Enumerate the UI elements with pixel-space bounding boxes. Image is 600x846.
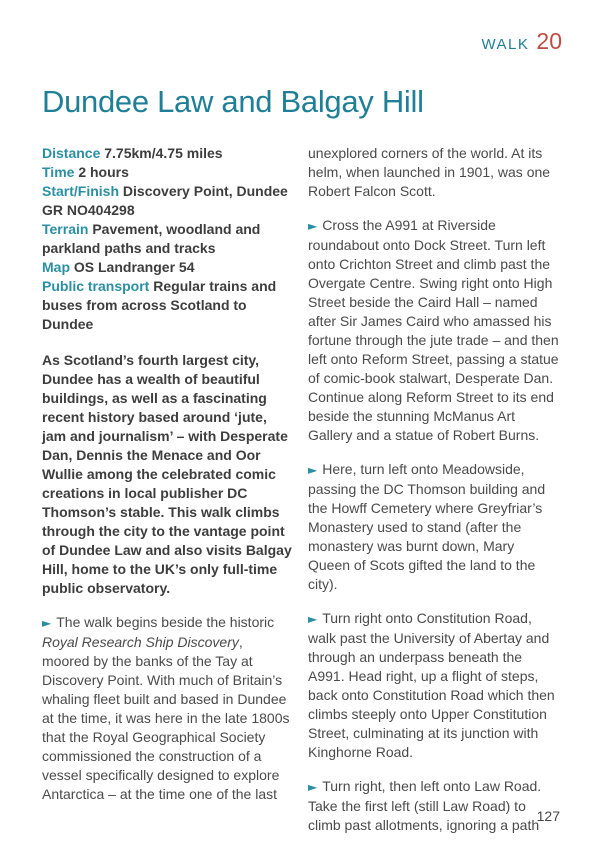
info-label: Distance [42, 145, 101, 161]
left-paragraphs [42, 613, 294, 804]
ship-name-italic: Royal Research Ship Discovery [42, 634, 239, 650]
info-label: Start/Finish [42, 183, 120, 199]
info-item [42, 258, 294, 277]
info-value: OS Landranger 54 [70, 259, 195, 275]
paragraph-text: Here, turn left onto Meadowside, passing the DC Thomson building and the Howff Cemetery where Greyfriar’s Monastery used to stand (after the monastery was burnt down, Mary Queen of Scots gifted the land to the city). [308, 461, 546, 592]
arrow-bullet-icon: ► [308, 463, 318, 477]
info-label: Time [42, 164, 75, 180]
info-item [42, 277, 294, 334]
info-label: Map [42, 259, 70, 275]
paragraph-text: Turn right, then left onto Law Road. Take the first left (still Law Road) to climb past allotments, ignoring a path [308, 778, 542, 833]
info-label: Public transport [42, 278, 150, 294]
paragraph-text: , moored by the banks of the Tay at Discovery Point. With much of Britain’s whaling fleet built and based in Dundee at the time, it was here in the late 1800s that the Royal Geographical Society commissioned the construction of a vessel specifically designed to explore Antarctica – at the time one of the last [42, 634, 290, 802]
intro-paragraph: As Scotland’s fourth largest city, Dundee has a wealth of beautiful buildings, as well as a fascinating recent history based around ‘jute, jam and journalism’ – with Desperate Dan, Dennis the Menace and Oor Wullie among the celebrated comic creations in local publisher DC Thomson’s stable. This walk climbs through the city to the vantage point of Dundee Law and also visits Balgay Hill, home to the UK’s only full-time public observatory. [42, 352, 292, 596]
walk-header [481, 28, 562, 55]
arrow-bullet-icon: ► [308, 219, 318, 233]
walk-info-block [42, 144, 294, 334]
info-item [42, 163, 294, 182]
info-value: Discovery Point, Dundee GR NO404298 [42, 183, 288, 218]
paragraph-text: Turn right onto Constitution Road, walk past the University of Abertay and through an underpass beneath the A991. Head right, up a flight of steps, back onto Constitution Road which then climbs steeply onto Upper Constitution Street, culminating at its junction with Kinghorne Road. [308, 610, 555, 760]
walk-paragraph [308, 216, 560, 445]
arrow-bullet-icon: ► [308, 612, 318, 626]
arrow-bullet-icon: ► [308, 780, 318, 794]
info-value: Pavement, woodland and parkland paths and tracks [42, 221, 261, 256]
info-item [42, 182, 294, 220]
walk-paragraph [308, 144, 560, 201]
info-item [42, 144, 294, 163]
text-columns [42, 144, 560, 835]
info-value: 7.75km/4.75 miles [100, 145, 223, 161]
left-column [42, 144, 294, 835]
paragraph-text: The walk begins beside the historic [56, 614, 275, 630]
right-column [308, 144, 560, 835]
walk-number: 20 [536, 28, 562, 54]
info-value: 2 hours [74, 164, 129, 180]
arrow-bullet-icon: ► [42, 616, 52, 630]
paragraph-text: unexplored corners of the world. At its helm, when launched in 1901, was one Robert Falcon Scott. [308, 145, 551, 199]
walk-paragraph [308, 609, 560, 762]
info-label: Terrain [42, 221, 89, 237]
page-title: Dundee Law and Balgay Hill [42, 84, 424, 119]
paragraph-text: Cross the A991 at Riverside roundabout onto Dock Street. Turn left onto Crichton Street and climb past the Overgate Centre. Swing right onto High Street beside the Caird Hall – named after Sir James Caird who amassed his fortune through the jute trade – and then left onto Reform Street, passing a statue of comic-book stalwart, Desperate Dan. Continue along Reform Street to its end beside the stunning McManus Art Gallery and a statue of Robert Burns. [308, 217, 559, 443]
walk-paragraph [308, 460, 560, 594]
page-number: 127 [536, 808, 560, 824]
info-item [42, 220, 294, 258]
walk-paragraph [42, 613, 294, 804]
walk-paragraph [308, 777, 560, 835]
info-value: Regular trains and buses from across Scotland to Dundee [42, 278, 277, 332]
walk-label: WALK [481, 36, 530, 53]
